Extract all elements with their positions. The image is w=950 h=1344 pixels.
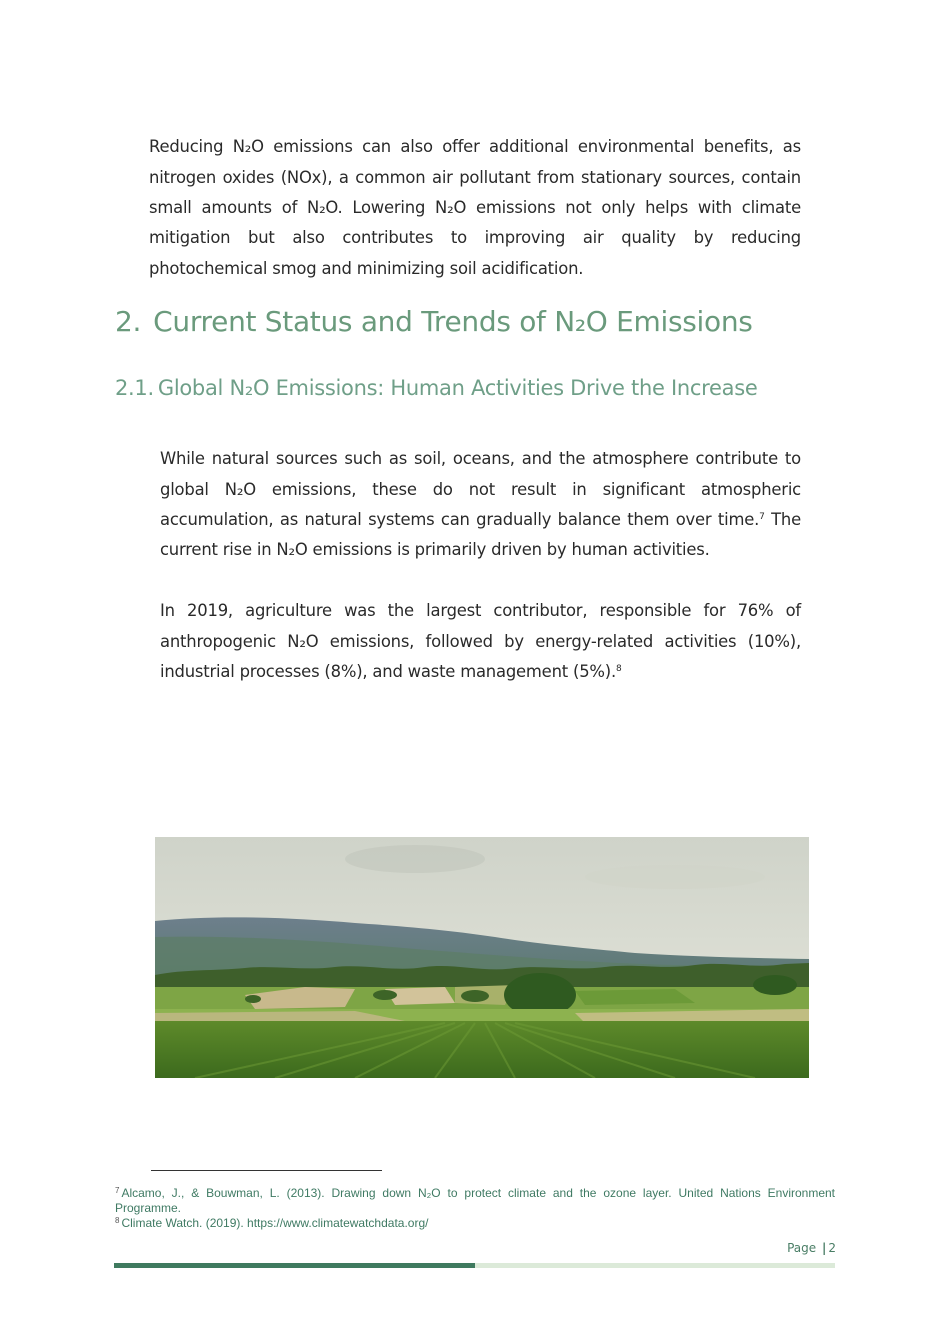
page-number-label	[787, 1241, 836, 1255]
footnote-ref-8[interactable]: 8	[616, 663, 622, 674]
footnote-7	[115, 1186, 835, 1216]
footnote-number: 7	[115, 1186, 120, 1195]
page-number: 2	[828, 1241, 836, 1255]
footnote-8	[115, 1216, 835, 1231]
natural-sources-text: While natural sources such as soil, oceans, and the atmosphere contribute to global N₂O emissions, these do not result in significant atmospheric accumulation, as natural systems can gradually balance them over time.	[160, 449, 801, 529]
footnote-number: 8	[115, 1216, 120, 1225]
subsection-heading	[115, 376, 757, 400]
footnotes	[115, 1186, 835, 1231]
page-separator: |	[821, 1241, 827, 1255]
subsection-number: 2.1.	[115, 376, 154, 400]
page-progress-fill	[114, 1263, 475, 1268]
emissions-2019-text: In 2019, agriculture was the largest contributor, responsible for 76% of anthropogenic N₂O emissions, followed by energy-related activities (10%), industrial processes (8%), and waste management (5%).	[160, 601, 801, 681]
footnote-ref-7[interactable]: 7	[759, 511, 765, 522]
human-activities-text: The current rise in N₂O emissions is primarily driven by human activities.	[160, 509, 801, 560]
footnote-divider	[151, 1170, 382, 1171]
natural-sources-paragraph	[160, 444, 801, 565]
section-heading	[115, 305, 753, 338]
intro-paragraph: Reducing N₂O emissions can also offer additional environmental benefits, as nitrogen oxides (NOx), a common air pollutant from stationary sources, contain small amounts of N₂O. Lowering N₂O emissions not only helps with climate mitigation but also contributes to improving air quality by reducing photochemical smog and minimizing soil acidification.	[149, 137, 801, 278]
footnote-text: Alcamo, J., & Bouwman, L. (2013). Drawing down N₂O to protect climate and the ozone layer. United Nations Environment Programme.	[115, 1186, 835, 1215]
section-number: 2.	[115, 305, 142, 338]
emissions-2019-paragraph	[160, 596, 801, 687]
farmland-landscape-image	[155, 837, 809, 1078]
section-title: Current Status and Trends of N₂O Emissions	[153, 305, 753, 338]
page-progress-bar	[114, 1263, 835, 1268]
subsection-title: Global N₂O Emissions: Human Activities Drive the Increase	[157, 376, 758, 400]
page-word: Page	[787, 1241, 817, 1255]
footnote-link[interactable]: Climate Watch. (2019). https://www.climatewatchdata.org/	[121, 1216, 429, 1230]
